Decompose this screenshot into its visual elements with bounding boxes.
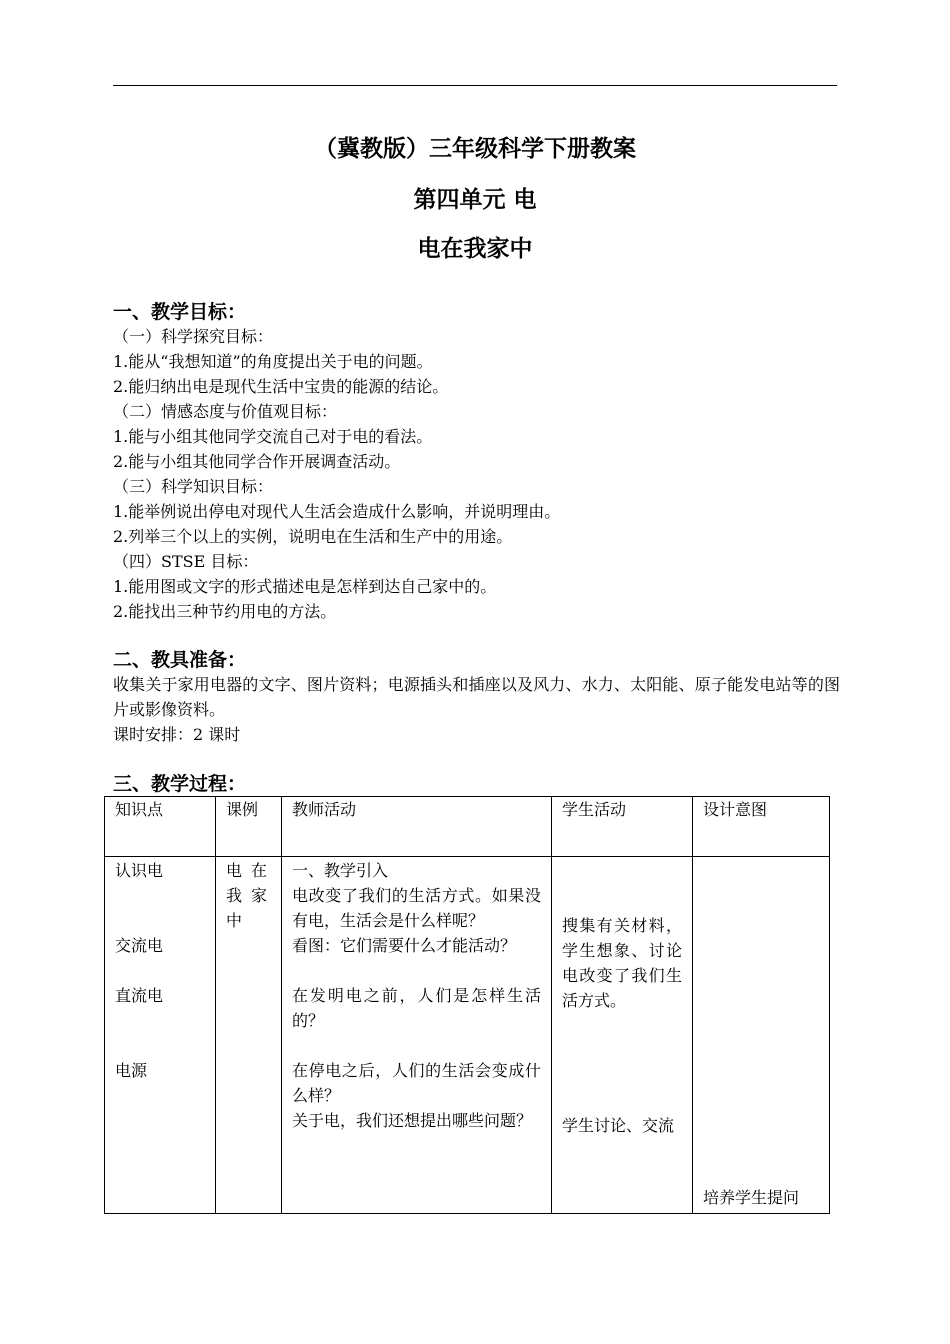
teacher-activity-item: 在发明电之前，人们是怎样生活的？ bbox=[292, 986, 541, 1030]
section-heading-process: 三、教学过程： bbox=[113, 773, 247, 795]
objective-line: 2.能归纳出电是现代生活中宝贵的能源的结论。 bbox=[113, 377, 449, 396]
objective-line: 1.能与小组其他同学交流自己对于电的看法。 bbox=[113, 427, 433, 446]
header-rule bbox=[113, 85, 837, 86]
table-header-row bbox=[105, 797, 830, 857]
lesson-name-line: 中 bbox=[226, 911, 252, 930]
teacher-activity-item: 看图：它们需要什么才能活动？ bbox=[292, 936, 517, 955]
objective-line: （四）STSE 目标： bbox=[113, 552, 259, 571]
student-activity-item: 学生讨论、交流 bbox=[562, 1116, 675, 1135]
header-cell-knowledge: 知识点 bbox=[105, 797, 216, 857]
objective-line: 2.列举三个以上的实例，说明电在生活和生产中的用途。 bbox=[113, 527, 513, 546]
unit-title: 第四单元 电 bbox=[413, 186, 537, 213]
knowledge-item: 直流电 bbox=[115, 986, 164, 1005]
document-title: （冀教版）三年级科学下册教案 bbox=[314, 135, 636, 162]
student-activity-cell bbox=[552, 857, 693, 1214]
knowledge-cell bbox=[105, 857, 216, 1214]
objective-line: （一）科学探究目标： bbox=[113, 327, 274, 346]
header-cell-teacher: 教师活动 bbox=[282, 797, 552, 857]
lesson-name-line: 电在 bbox=[226, 861, 277, 880]
lesson-title: 电在我家中 bbox=[417, 235, 533, 262]
header-cell-student: 学生活动 bbox=[552, 797, 693, 857]
header-cell-lesson: 课例 bbox=[216, 797, 282, 857]
objective-line: 2.能与小组其他同学合作开展调查活动。 bbox=[113, 452, 401, 471]
section-heading-objectives: 一、教学目标： bbox=[113, 301, 247, 323]
knowledge-item: 交流电 bbox=[115, 936, 164, 955]
teacher-activity-item: 关于电，我们还想提出哪些问题？ bbox=[292, 1111, 533, 1130]
objective-line: 2.能找出三种节约用电的方法。 bbox=[113, 602, 337, 621]
knowledge-item: 电源 bbox=[115, 1061, 148, 1080]
lesson-name-line: 我家 bbox=[226, 886, 277, 905]
materials-text: 收集关于家用电器的文字、图片资料；电源插头和插座以及风力、水力、太阳能、原子能发电站等的图片或影像资料。 bbox=[113, 675, 840, 719]
design-intent-item: 培养学生提问 bbox=[703, 1188, 800, 1207]
teacher-activity-item: 电改变了我们的生活方式。如果没有电，生活会是什么样呢？ bbox=[292, 886, 541, 930]
objective-line: （二）情感态度与价值观目标： bbox=[113, 402, 338, 421]
objective-line: 1.能举例说出停电对现代人生活会造成什么影响，并说明理由。 bbox=[113, 502, 561, 521]
lesson-cell bbox=[216, 857, 282, 1214]
table-row bbox=[105, 857, 830, 1214]
student-activity-item: 搜集有关材料，学生想象、讨论电改变了我们生活方式。 bbox=[562, 916, 682, 1010]
objectives-list bbox=[113, 324, 840, 624]
teacher-activity-item: 在停电之后，人们的生活会变成什么样？ bbox=[292, 1061, 541, 1105]
schedule-text: 课时安排：2 课时 bbox=[113, 725, 241, 744]
header-cell-intent: 设计意图 bbox=[693, 797, 830, 857]
objective-line: 1.能用图或文字的形式描述电是怎样到达自己家中的。 bbox=[113, 577, 497, 596]
teacher-activity-item: 一、教学引入 bbox=[292, 861, 389, 880]
teaching-process-table bbox=[104, 796, 830, 1214]
design-intent-cell bbox=[693, 857, 830, 1214]
objective-line: 1.能从“我想知道”的角度提出关于电的问题。 bbox=[113, 352, 433, 371]
knowledge-item: 认识电 bbox=[115, 861, 164, 880]
teacher-activity-cell bbox=[282, 857, 552, 1214]
section-heading-materials: 二、教具准备： bbox=[113, 649, 247, 671]
objective-line: （三）科学知识目标： bbox=[113, 477, 274, 496]
